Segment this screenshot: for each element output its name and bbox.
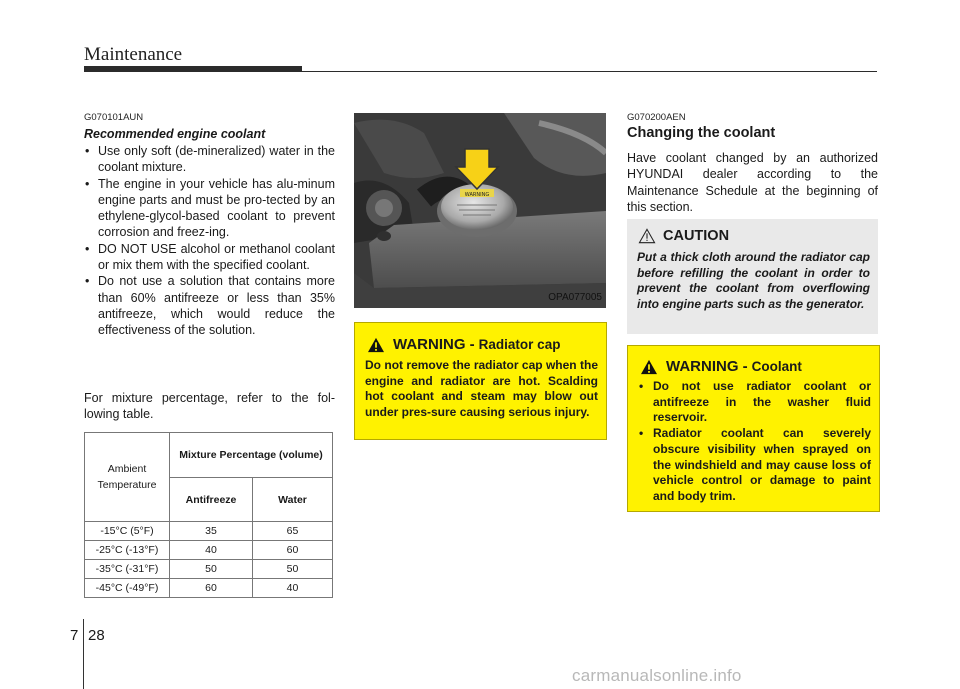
cell-water: 60 bbox=[253, 541, 333, 560]
list-item: • Use only soft (de-mineralized) water in the coolant mixture. bbox=[84, 143, 335, 176]
radiator-cap-photo bbox=[354, 113, 606, 308]
coolant-bullet-list bbox=[84, 143, 335, 339]
cell-antifreeze: 40 bbox=[170, 541, 253, 560]
engine-bay-illustration bbox=[354, 113, 606, 308]
cell-water: 40 bbox=[253, 579, 333, 598]
caution-title bbox=[638, 228, 729, 244]
caution-title-label: CAUTION bbox=[663, 228, 730, 244]
warning-radiator-cap-box bbox=[354, 322, 607, 440]
list-item: • DO NOT USE alcohol or methanol coolant or mix them with the specified coolant. bbox=[84, 241, 335, 274]
section-title: Recommended engine coolant bbox=[84, 127, 266, 141]
table-row bbox=[85, 522, 333, 541]
table-reference-paragraph: For mixture percentage, refer to the fol-lowing table. bbox=[84, 391, 335, 422]
warning-title-label: WARNING - bbox=[666, 358, 748, 375]
cell-water: 50 bbox=[253, 560, 333, 579]
caution-box bbox=[627, 219, 878, 334]
table-header-mixture: Mixture Percentage (volume) bbox=[170, 433, 333, 478]
photo-caption: OPA077005 bbox=[548, 292, 602, 303]
section-code: G070101AUN bbox=[84, 112, 144, 123]
cell-temp: -25°C (-13°F) bbox=[85, 541, 170, 560]
warning-title bbox=[640, 358, 802, 375]
page-header-title: Maintenance bbox=[84, 44, 183, 65]
caution-text: Put a thick cloth around the radiator cap before refilling the coolant in order to prevent the coolant from overflowing into engine parts such as the generator. bbox=[637, 250, 870, 312]
ambient-label: Ambient Temperature bbox=[97, 463, 157, 491]
cell-temp: -15°C (5°F) bbox=[85, 522, 170, 541]
cell-temp: -45°C (-49°F) bbox=[85, 579, 170, 598]
warning-bullet-list bbox=[638, 379, 871, 505]
warning-triangle-icon bbox=[640, 359, 658, 375]
warning-title-label: WARNING - bbox=[393, 336, 475, 353]
table-header-water: Water bbox=[253, 478, 333, 522]
mixture-table bbox=[84, 432, 333, 598]
list-item: • Do not use a solution that contains more than 60% antifreeze or less than 35% antifreeze, which would reduce the effectiveness of the solution. bbox=[84, 273, 335, 338]
table-row bbox=[85, 560, 333, 579]
section-code: G070200AEN bbox=[627, 112, 686, 123]
cell-antifreeze: 35 bbox=[170, 522, 253, 541]
warning-text: Do not remove the radiator cap when the engine and radiator are hot. Scalding hot coolant and steam may blow out under pres-sure causing serious injury. bbox=[365, 358, 598, 420]
table-header-ambient bbox=[85, 433, 170, 522]
cell-water: 65 bbox=[253, 522, 333, 541]
watermark: carmanualsonline.info bbox=[572, 666, 742, 685]
table-header-antifreeze: Antifreeze bbox=[170, 478, 253, 522]
table-row bbox=[85, 579, 333, 598]
section-title: Changing the coolant bbox=[627, 125, 776, 141]
warning-triangle-icon bbox=[367, 337, 385, 353]
chapter-number: 7 bbox=[70, 627, 79, 644]
cell-antifreeze: 60 bbox=[170, 579, 253, 598]
warning-coolant-box bbox=[627, 345, 880, 512]
warning-title bbox=[367, 336, 560, 353]
cell-antifreeze: 50 bbox=[170, 560, 253, 579]
warning-subtitle: Radiator cap bbox=[478, 337, 561, 352]
cap-label-text: WARNING bbox=[464, 192, 490, 198]
header-rule bbox=[84, 71, 877, 72]
cell-temp: -35°C (-31°F) bbox=[85, 560, 170, 579]
caution-triangle-icon bbox=[638, 228, 656, 244]
table-row bbox=[85, 541, 333, 560]
list-item: • Radiator coolant can severely obscure visibility when sprayed on the windshield and may cause loss of vehicle control or damage to paint and body trim. bbox=[638, 426, 871, 505]
footer-divider bbox=[83, 619, 84, 689]
warning-subtitle: Coolant bbox=[751, 359, 802, 374]
list-item: • The engine in your vehicle has alu-minum engine parts and must be pro-tected by an ethylene-glycol-based coolant to prevent corrosion and freez-ing. bbox=[84, 176, 335, 241]
list-item: • Do not use radiator coolant or antifreeze in the washer fluid reservoir. bbox=[638, 379, 871, 426]
page-number: 28 bbox=[88, 627, 105, 644]
section-paragraph: Have coolant changed by an authorized HYUNDAI dealer according to the Maintenance Schedule at the beginning of this section. bbox=[627, 151, 878, 214]
